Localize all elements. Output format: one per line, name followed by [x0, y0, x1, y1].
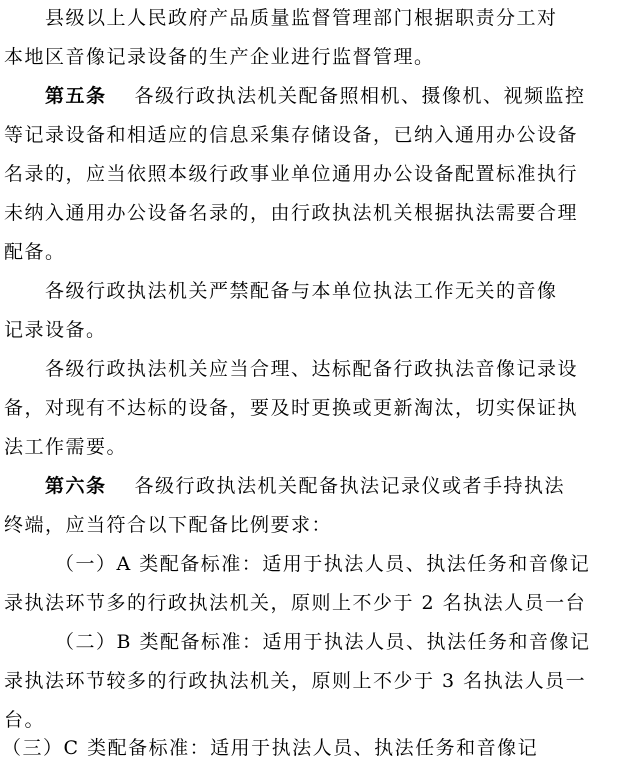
article-5-line	[45, 83, 586, 109]
article-6-text: 各级行政执法机关配备执法记录仪或者手持执法	[134, 475, 566, 497]
text-line: 本地区音像记录设备的生产企业进行监督管理。	[4, 46, 435, 68]
article-6-line	[45, 473, 565, 499]
text-line: （二）B 类配备标准：适用于执法人员、执法任务和音像记	[55, 631, 591, 653]
text-line: 配备。	[4, 241, 66, 263]
text-line: 终端，应当符合以下配备比例要求：	[4, 514, 333, 536]
text-line: 各级行政执法机关严禁配备与本单位执法工作无关的音像	[45, 280, 558, 302]
article-5-text: 各级行政执法机关配备照相机、摄像机、视频监控	[134, 85, 586, 107]
text-line: 等记录设备和相适应的信息采集存储设备，已纳入通用办公设备	[4, 124, 579, 146]
text-line: （三）C 类配备标准：适用于执法人员、执法任务和音像记	[2, 737, 539, 759]
text-line: 县级以上人民政府产品质量监督管理部门根据职责分工对	[45, 7, 558, 29]
text-line: 未纳入通用办公设备名录的，由行政执法机关根据执法需要合理	[4, 202, 579, 224]
text-line: 录执法环节较多的行政执法机关，原则上不少于 3 名执法人员一	[4, 670, 587, 692]
text-line: 记录设备。	[4, 319, 107, 341]
text-line: 各级行政执法机关应当合理、达标配备行政执法音像记录设	[45, 358, 579, 380]
text-line: 法工作需要。	[4, 436, 128, 458]
article-6-label: 第六条	[45, 475, 107, 497]
text-line: 台。	[4, 709, 46, 731]
text-line: 名录的，应当依照本级行政事业单位通用办公设备配置标准执行	[4, 163, 579, 185]
text-line: 录执法环节多的行政执法机关，原则上不少于 2 名执法人员一台	[4, 592, 587, 614]
text-line: （一）A 类配备标准：适用于执法人员、执法任务和音像记	[55, 553, 591, 575]
article-5-label: 第五条	[45, 85, 107, 107]
text-line: 备，对现有不达标的设备，要及时更换或更新淘汰，切实保证执	[4, 397, 579, 419]
